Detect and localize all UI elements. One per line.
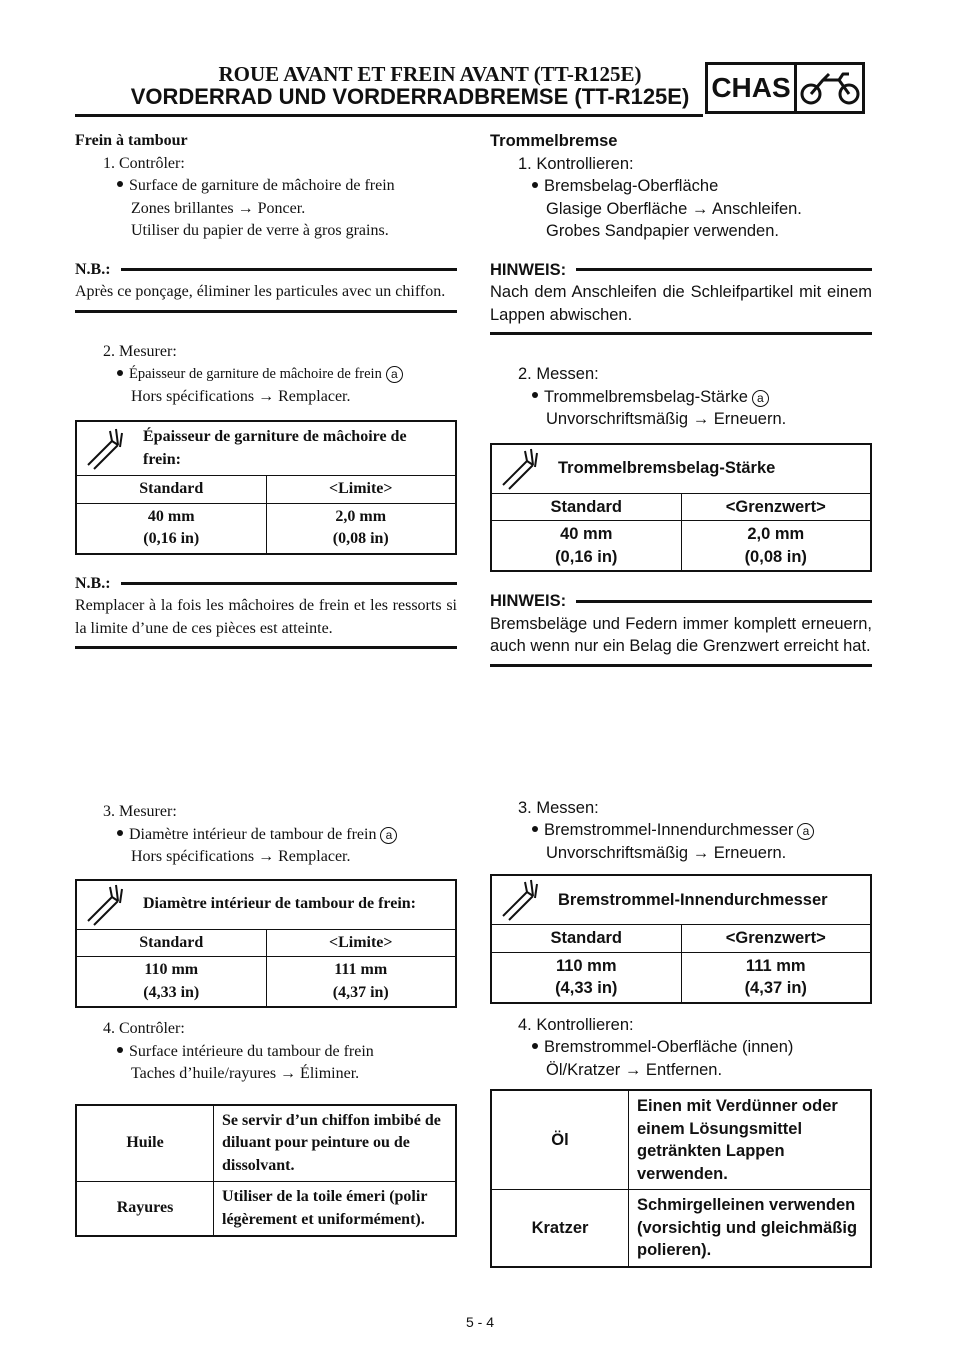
measure-result: Unvorschriftsmäßig → Erneuern. — [546, 843, 787, 862]
caliper-icon — [492, 445, 550, 493]
check-result: Öl/Kratzer → Entfernen. — [546, 1060, 723, 1079]
note-text: Remplacer à la fois les mâchoires de frein et les ressorts si la limite d’une de ces pièces est atteinte. — [75, 597, 457, 637]
check-item: Surface intérieure du tambour de frein — [75, 1041, 457, 1064]
column-german — [490, 130, 872, 1268]
bullet-icon — [117, 370, 123, 376]
column-french — [75, 130, 457, 1237]
note-box: HINWEIS: Bremsbeläge und Federn immer komplett erneuern, auch wenn nur ein Belag die Grenzwert erreicht hat. — [490, 590, 872, 667]
check-result: Glasige Oberfläche → Anschleifen. — [546, 199, 802, 218]
page-number: 5 - 4 — [465, 1314, 494, 1330]
chapter-badge — [705, 62, 865, 114]
bullet-icon — [532, 1043, 538, 1049]
table-row — [492, 1091, 870, 1189]
check-item: Surface de garniture de mâchoire de frein — [75, 175, 457, 198]
bullet-icon — [532, 826, 538, 832]
step-verb: Contrôler: — [119, 154, 185, 172]
check-item: Bremsbelag-Oberfläche — [490, 175, 872, 198]
header-rule — [75, 114, 703, 117]
spec-title: Diamètre intérieur de tambour de frein: — [143, 895, 416, 913]
page-title-de: VORDERRAD UND VORDERRADBREMSE (TT-R125E) — [130, 84, 690, 109]
caliper-icon — [77, 881, 135, 929]
bullet-icon — [117, 830, 123, 836]
chapter-badge-label: CHAS — [708, 65, 797, 111]
page-title-fr: ROUE AVANT ET FREIN AVANT (TT-R125E) — [218, 62, 642, 86]
check-result: Taches d’huile/rayures → Éliminer. — [131, 1065, 360, 1082]
remedy-action: Einen mit Verdünner oder einem Lösungsmittel getränkten Lappen verwenden. — [637, 1097, 838, 1183]
note-box — [75, 259, 457, 313]
remedy-action: Utiliser de la toile émeri (polir légèrement et uniformément). — [222, 1188, 428, 1228]
bullet-icon — [532, 182, 538, 188]
remedy-action: Se servir d’un chiffon imbibé de diluant pour peinture ou de dissolvant. — [222, 1111, 441, 1174]
note-text: Bremsbeläge und Federn immer komplett erneuern, auch wenn nur ein Belag die Grenzwert erreicht hat. — [490, 614, 872, 655]
check-instruction: Grobes Sandpapier verwenden. — [546, 222, 779, 240]
spec-header-standard: Standard — [77, 476, 267, 503]
spec-title: Trommelbremsbelag-Stärke — [558, 459, 776, 478]
bullet-icon — [117, 1047, 123, 1053]
bullet-icon — [532, 392, 538, 398]
step-2: 2. Mesurer: — [103, 342, 177, 360]
spec-title: Bremstrommel-Innendurchmesser — [558, 890, 828, 909]
remedy-condition: Kratzer — [492, 1190, 629, 1266]
spec-header-limit: <Limite> — [328, 480, 393, 497]
spec-limit-value: 2,0 mm — [335, 507, 387, 525]
note-label: N.B.: — [75, 260, 111, 278]
check-item: Bremstrommel-Oberfläche (innen) — [490, 1036, 872, 1059]
remedy-action: Schmirgelleinen verwenden (vorsichtig und gleichmäßig polieren). — [637, 1196, 858, 1259]
remedy-condition: Rayures — [77, 1182, 214, 1235]
measure-result: Hors spécifications → Remplacer. — [131, 387, 351, 405]
check-instruction: Utiliser du papier de verre à gros grains. — [131, 222, 389, 239]
spec-standard-inch: (0,16 in) — [143, 530, 200, 547]
measure-item: Bremstrommel-Innendurchmesser a — [490, 819, 872, 842]
step-4: 4. Contrôler: — [103, 1020, 185, 1037]
bullet-icon — [117, 181, 123, 187]
remedy-condition: Huile — [77, 1106, 214, 1182]
table-row — [492, 1189, 870, 1266]
callout-marker: a — [386, 366, 403, 383]
measure-result: Unvorschriftsmäßig → Erneuern. — [546, 410, 787, 428]
spec-title: Épaisseur de garniture de mâchoire de frein: — [143, 428, 407, 468]
spec-standard-value: 40 mm — [147, 507, 195, 525]
step-number: 1. — [103, 154, 115, 172]
callout-marker: a — [797, 823, 814, 840]
section-title: Trommelbremse — [490, 132, 618, 150]
measure-item: Épaisseur de garniture de mâchoire de frein a — [75, 363, 457, 386]
note-label: HINWEIS: — [490, 260, 567, 279]
spec-table: Trommelbremsbelag-Stärke Standard <Grenzwert> 40 mm (0,16 in) 2,0 mm (0,08 in) — [490, 443, 872, 573]
step-4: 4. Kontrollieren: — [518, 1015, 634, 1034]
motorcycle-icon — [797, 65, 862, 111]
measure-item: Trommelbremsbelag-Stärke a — [490, 386, 872, 409]
note-box — [490, 259, 872, 336]
note-text: Après ce ponçage, éliminer les particules avec un chiffon. — [75, 283, 446, 300]
spec-limit-inch: (0,08 in) — [332, 530, 389, 547]
note-text: Nach dem Anschleifen die Schleifpartikel mit einem Lappen abwischen. — [490, 283, 872, 324]
spec-table: Diamètre intérieur de tambour de frein: Standard <Limite> 110 mm (4,33 in) 111 mm (4,37 in) — [75, 879, 457, 1009]
remedy-table — [75, 1104, 457, 1238]
step-1: 1. Kontrollieren: — [518, 154, 634, 173]
step-2: 2. Messen: — [518, 365, 599, 383]
table-row — [77, 1181, 455, 1235]
remedy-condition: Öl — [492, 1091, 629, 1189]
remedy-table — [490, 1089, 872, 1268]
step-3: 3. Mesurer: — [103, 803, 177, 820]
callout-marker: a — [752, 390, 769, 407]
step-1 — [75, 153, 457, 176]
callout-marker: a — [380, 827, 397, 844]
note-box: N.B.: Remplacer à la fois les mâchoires de frein et les ressorts si la limite d’une de ces pièces est atteinte. — [75, 573, 457, 650]
section-title: Frein à tambour — [75, 132, 188, 149]
step-3: 3. Messen: — [518, 798, 599, 817]
caliper-icon — [492, 876, 550, 924]
spec-table — [75, 420, 457, 555]
table-row — [77, 1106, 455, 1182]
caliper-icon — [77, 422, 135, 475]
spec-table: Bremstrommel-Innendurchmesser Standard <Grenzwert> 110 mm (4,33 in) 111 mm (4,37 in) — [490, 874, 872, 1004]
measure-item: Diamètre intérieur de tambour de frein a — [75, 824, 457, 847]
measure-result: Hors spécifications → Remplacer. — [131, 848, 351, 865]
check-result: Zones brillantes → Poncer. — [131, 199, 306, 217]
